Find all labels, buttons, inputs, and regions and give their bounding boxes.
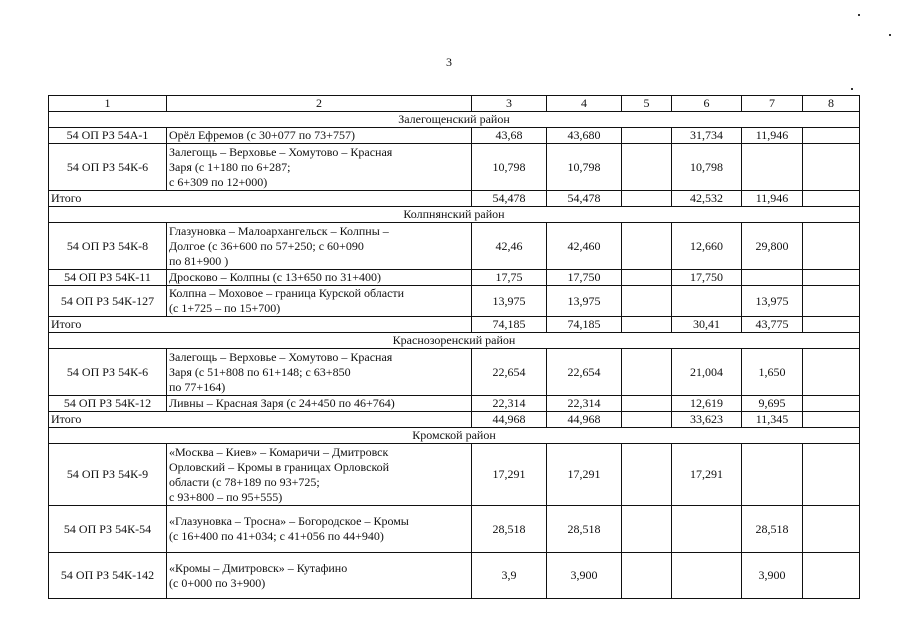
total-label: Итого bbox=[49, 191, 472, 207]
value-c3: 10,798 bbox=[472, 144, 547, 191]
road-name: Залегощь – Верховье – Хомутово – Красная Заря (с 1+180 по 6+287; с 6+309 по 12+000) bbox=[169, 144, 393, 189]
total-c5 bbox=[622, 191, 672, 207]
value-c6 bbox=[672, 506, 742, 553]
road-name: Ливны – Красная Заря (с 24+450 по 46+764) bbox=[169, 396, 395, 410]
page-number: 3 bbox=[446, 55, 452, 69]
road-code: 54 ОП РЗ 54К-127 bbox=[49, 286, 167, 317]
district-row bbox=[49, 333, 860, 349]
value-c3: 28,518 bbox=[472, 506, 547, 553]
road-name: Орёл Ефремов (с 30+077 по 73+757) bbox=[169, 128, 355, 142]
value-c4: 13,975 bbox=[547, 286, 622, 317]
value-c8 bbox=[803, 286, 860, 317]
value-c7: 9,695 bbox=[742, 396, 803, 412]
value-c7 bbox=[742, 144, 803, 191]
table-body bbox=[49, 96, 860, 599]
total-c4: 74,185 bbox=[547, 317, 622, 333]
value-c5 bbox=[622, 144, 672, 191]
value-c3: 42,46 bbox=[472, 223, 547, 270]
value-c8 bbox=[803, 128, 860, 144]
column-header: 1 bbox=[49, 96, 167, 112]
value-c3: 22,654 bbox=[472, 349, 547, 396]
district-name: Краснозоренский район bbox=[49, 333, 860, 349]
column-header: 2 bbox=[167, 96, 472, 112]
road-name-cell bbox=[167, 396, 472, 412]
total-c6: 42,532 bbox=[672, 191, 742, 207]
total-c3: 54,478 bbox=[472, 191, 547, 207]
road-code: 54 ОП РЗ 54К-6 bbox=[49, 144, 167, 191]
road-name-cell bbox=[167, 223, 472, 270]
roads-table bbox=[48, 95, 860, 599]
value-c8 bbox=[803, 553, 860, 599]
road-code: 54 ОП РЗ 54К-11 bbox=[49, 270, 167, 286]
road-row bbox=[49, 270, 860, 286]
value-c5 bbox=[622, 396, 672, 412]
value-c5 bbox=[622, 349, 672, 396]
road-name-cell bbox=[167, 128, 472, 144]
value-c7: 3,900 bbox=[742, 553, 803, 599]
district-name: Залегощенский район bbox=[49, 112, 860, 128]
total-row bbox=[49, 412, 860, 428]
road-row bbox=[49, 396, 860, 412]
total-label: Итого bbox=[49, 317, 472, 333]
road-name: «Москва – Киев» – Комаричи – Дмитровск Орловский – Кромы в границах Орловской области (с 78+189 по 93+725; с 93+800 – по 95+555) bbox=[169, 444, 390, 504]
value-c6: 12,660 bbox=[672, 223, 742, 270]
column-header: 5 bbox=[622, 96, 672, 112]
column-header: 3 bbox=[472, 96, 547, 112]
road-code: 54 ОП РЗ 54К-9 bbox=[49, 444, 167, 506]
road-code: 54 ОП РЗ 54К-54 bbox=[49, 506, 167, 553]
road-code: 54 ОП РЗ 54К-8 bbox=[49, 223, 167, 270]
road-row bbox=[49, 349, 860, 396]
column-header: 7 bbox=[742, 96, 803, 112]
column-header: 4 bbox=[547, 96, 622, 112]
road-name-cell bbox=[167, 349, 472, 396]
road-code: 54 ОП РЗ 54К-12 bbox=[49, 396, 167, 412]
value-c8 bbox=[803, 506, 860, 553]
road-name: «Глазуновка – Тросна» – Богородское – Кромы (с 16+400 по 41+034; с 41+056 по 44+940) bbox=[169, 514, 409, 543]
value-c7: 29,800 bbox=[742, 223, 803, 270]
value-c5 bbox=[622, 223, 672, 270]
scan-speck bbox=[889, 34, 891, 36]
road-row bbox=[49, 553, 860, 599]
column-header: 8 bbox=[803, 96, 860, 112]
value-c3: 22,314 bbox=[472, 396, 547, 412]
district-name: Колпнянский район bbox=[49, 207, 860, 223]
value-c5 bbox=[622, 128, 672, 144]
value-c3: 17,291 bbox=[472, 444, 547, 506]
scan-speck bbox=[851, 88, 853, 90]
total-label: Итого bbox=[49, 412, 472, 428]
value-c4: 22,654 bbox=[547, 349, 622, 396]
total-c6: 33,623 bbox=[672, 412, 742, 428]
value-c4: 42,460 bbox=[547, 223, 622, 270]
total-c6: 30,41 bbox=[672, 317, 742, 333]
value-c4: 10,798 bbox=[547, 144, 622, 191]
column-header: 6 bbox=[672, 96, 742, 112]
total-c8 bbox=[803, 191, 860, 207]
value-c4: 28,518 bbox=[547, 506, 622, 553]
road-row bbox=[49, 506, 860, 553]
value-c4: 17,291 bbox=[547, 444, 622, 506]
value-c8 bbox=[803, 223, 860, 270]
value-c3: 17,75 bbox=[472, 270, 547, 286]
road-row bbox=[49, 286, 860, 317]
road-name: Залегощь – Верховье – Хомутово – Красная Заря (с 51+808 по 61+148; с 63+850 по 77+164) bbox=[169, 349, 393, 394]
road-name: Колпна – Моховое – граница Курской области (с 1+725 – по 15+700) bbox=[169, 286, 405, 315]
road-name: Глазуновка – Малоархангельск – Колпны – Долгое (с 36+600 по 57+250; с 60+090 по 81+900 ) bbox=[169, 223, 389, 268]
road-code: 54 ОП РЗ 54К-6 bbox=[49, 349, 167, 396]
road-name-cell bbox=[167, 444, 472, 506]
total-c3: 74,185 bbox=[472, 317, 547, 333]
value-c6 bbox=[672, 286, 742, 317]
value-c8 bbox=[803, 444, 860, 506]
value-c3: 43,68 bbox=[472, 128, 547, 144]
value-c7: 28,518 bbox=[742, 506, 803, 553]
value-c6 bbox=[672, 553, 742, 599]
road-row bbox=[49, 444, 860, 506]
road-code: 54 ОП РЗ 54К-142 bbox=[49, 553, 167, 599]
road-row bbox=[49, 128, 860, 144]
total-c8 bbox=[803, 317, 860, 333]
total-row bbox=[49, 191, 860, 207]
value-c6: 31,734 bbox=[672, 128, 742, 144]
district-row bbox=[49, 207, 860, 223]
road-name: «Кромы – Дмитровск» – Кутафино (с 0+000 по 3+900) bbox=[169, 560, 348, 590]
total-c7: 43,775 bbox=[742, 317, 803, 333]
value-c6: 21,004 bbox=[672, 349, 742, 396]
value-c8 bbox=[803, 349, 860, 396]
value-c8 bbox=[803, 270, 860, 286]
value-c4: 22,314 bbox=[547, 396, 622, 412]
road-name-cell bbox=[167, 270, 472, 286]
value-c8 bbox=[803, 144, 860, 191]
scan-speck bbox=[858, 14, 860, 16]
road-row bbox=[49, 144, 860, 191]
value-c6: 17,750 bbox=[672, 270, 742, 286]
value-c3: 3,9 bbox=[472, 553, 547, 599]
value-c6: 17,291 bbox=[672, 444, 742, 506]
district-row bbox=[49, 112, 860, 128]
header-row bbox=[49, 96, 860, 112]
road-name-cell bbox=[167, 553, 472, 599]
value-c5 bbox=[622, 286, 672, 317]
road-name: Дросково – Колпны (с 13+650 по 31+400) bbox=[169, 270, 382, 284]
value-c6: 12,619 bbox=[672, 396, 742, 412]
value-c5 bbox=[622, 506, 672, 553]
value-c7: 1,650 bbox=[742, 349, 803, 396]
value-c4: 3,900 bbox=[547, 553, 622, 599]
value-c5 bbox=[622, 270, 672, 286]
value-c5 bbox=[622, 553, 672, 599]
total-c4: 44,968 bbox=[547, 412, 622, 428]
total-c7: 11,345 bbox=[742, 412, 803, 428]
value-c6: 10,798 bbox=[672, 144, 742, 191]
value-c7 bbox=[742, 270, 803, 286]
value-c7: 13,975 bbox=[742, 286, 803, 317]
road-row bbox=[49, 223, 860, 270]
total-c5 bbox=[622, 412, 672, 428]
total-c8 bbox=[803, 412, 860, 428]
district-row bbox=[49, 428, 860, 444]
road-name-cell bbox=[167, 144, 472, 191]
total-c7: 11,946 bbox=[742, 191, 803, 207]
total-row bbox=[49, 317, 860, 333]
total-c5 bbox=[622, 317, 672, 333]
total-c3: 44,968 bbox=[472, 412, 547, 428]
total-c4: 54,478 bbox=[547, 191, 622, 207]
value-c3: 13,975 bbox=[472, 286, 547, 317]
value-c7 bbox=[742, 444, 803, 506]
road-name-cell bbox=[167, 286, 472, 317]
value-c7: 11,946 bbox=[742, 128, 803, 144]
road-name-cell bbox=[167, 506, 472, 553]
value-c8 bbox=[803, 396, 860, 412]
value-c4: 43,680 bbox=[547, 128, 622, 144]
road-code: 54 ОП РЗ 54А-1 bbox=[49, 128, 167, 144]
district-name: Кромской район bbox=[49, 428, 860, 444]
value-c5 bbox=[622, 444, 672, 506]
value-c4: 17,750 bbox=[547, 270, 622, 286]
